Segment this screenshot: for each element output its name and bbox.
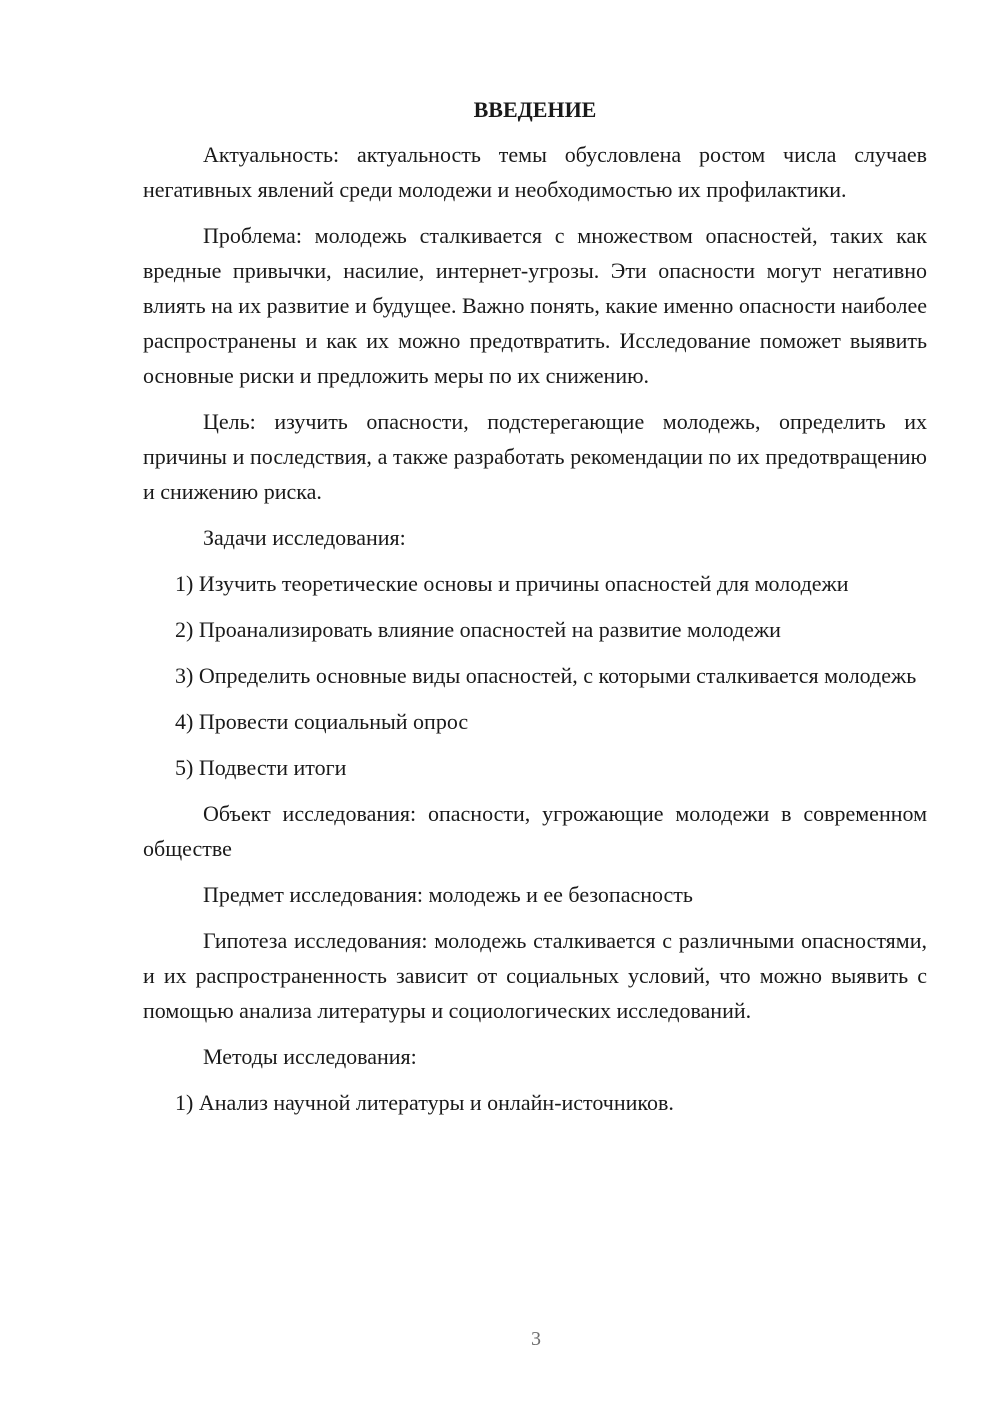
task-item-3: 3) Определить основные виды опасностей, с которыми сталкивается молодежь: [175, 663, 917, 688]
methods-heading: Методы исследования:: [203, 1044, 417, 1069]
relevance-paragraph: Актуальность: актуальность темы обусловлена ростом числа случаев негативных явлений среди молодежи и необходимостью их профилактики.: [143, 142, 927, 202]
task-item-4: 4) Провести социальный опрос: [175, 709, 469, 734]
subject-paragraph: Предмет исследования: молодежь и ее безопасность: [203, 882, 693, 907]
hypothesis-paragraph: Гипотеза исследования: молодежь сталкивается с различными опасностями, и их распространенность зависит от социальных условий, что можно выявить с помощью анализа литературы и социологических исследований.: [143, 928, 927, 1023]
method-item-1: 1) Анализ научной литературы и онлайн-источников.: [175, 1090, 674, 1115]
goal-paragraph: Цель: изучить опасности, подстерегающие молодежь, определить их причины и последствия, а также разработать рекомендации по их предотвращению и снижению риска.: [143, 409, 927, 504]
task-item-1: 1) Изучить теоретические основы и причины опасностей для молодежи: [175, 571, 849, 596]
object-paragraph: Объект исследования: опасности, угрожающие молодежи в современном обществе: [143, 801, 927, 861]
page-number: 3: [531, 1328, 541, 1350]
task-item-2: 2) Проанализировать влияние опасностей на развитие молодежи: [175, 617, 781, 642]
task-item-5: 5) Подвести итоги: [175, 755, 347, 780]
section-title: ВВЕДЕНИЕ: [473, 97, 597, 122]
tasks-heading: Задачи исследования:: [203, 525, 406, 550]
document-page: [143, 92, 927, 1131]
problem-paragraph: Проблема: молодежь сталкивается с множеством опасностей, таких как вредные привычки, насилие, интернет-угрозы. Эти опасности могут негативно влиять на их развитие и будущее. Важно понять, какие именно опасности наиболее распространены и как их можно предотвратить. Исследование поможет выявить основные риски и предложить меры по их снижению.: [143, 223, 927, 388]
